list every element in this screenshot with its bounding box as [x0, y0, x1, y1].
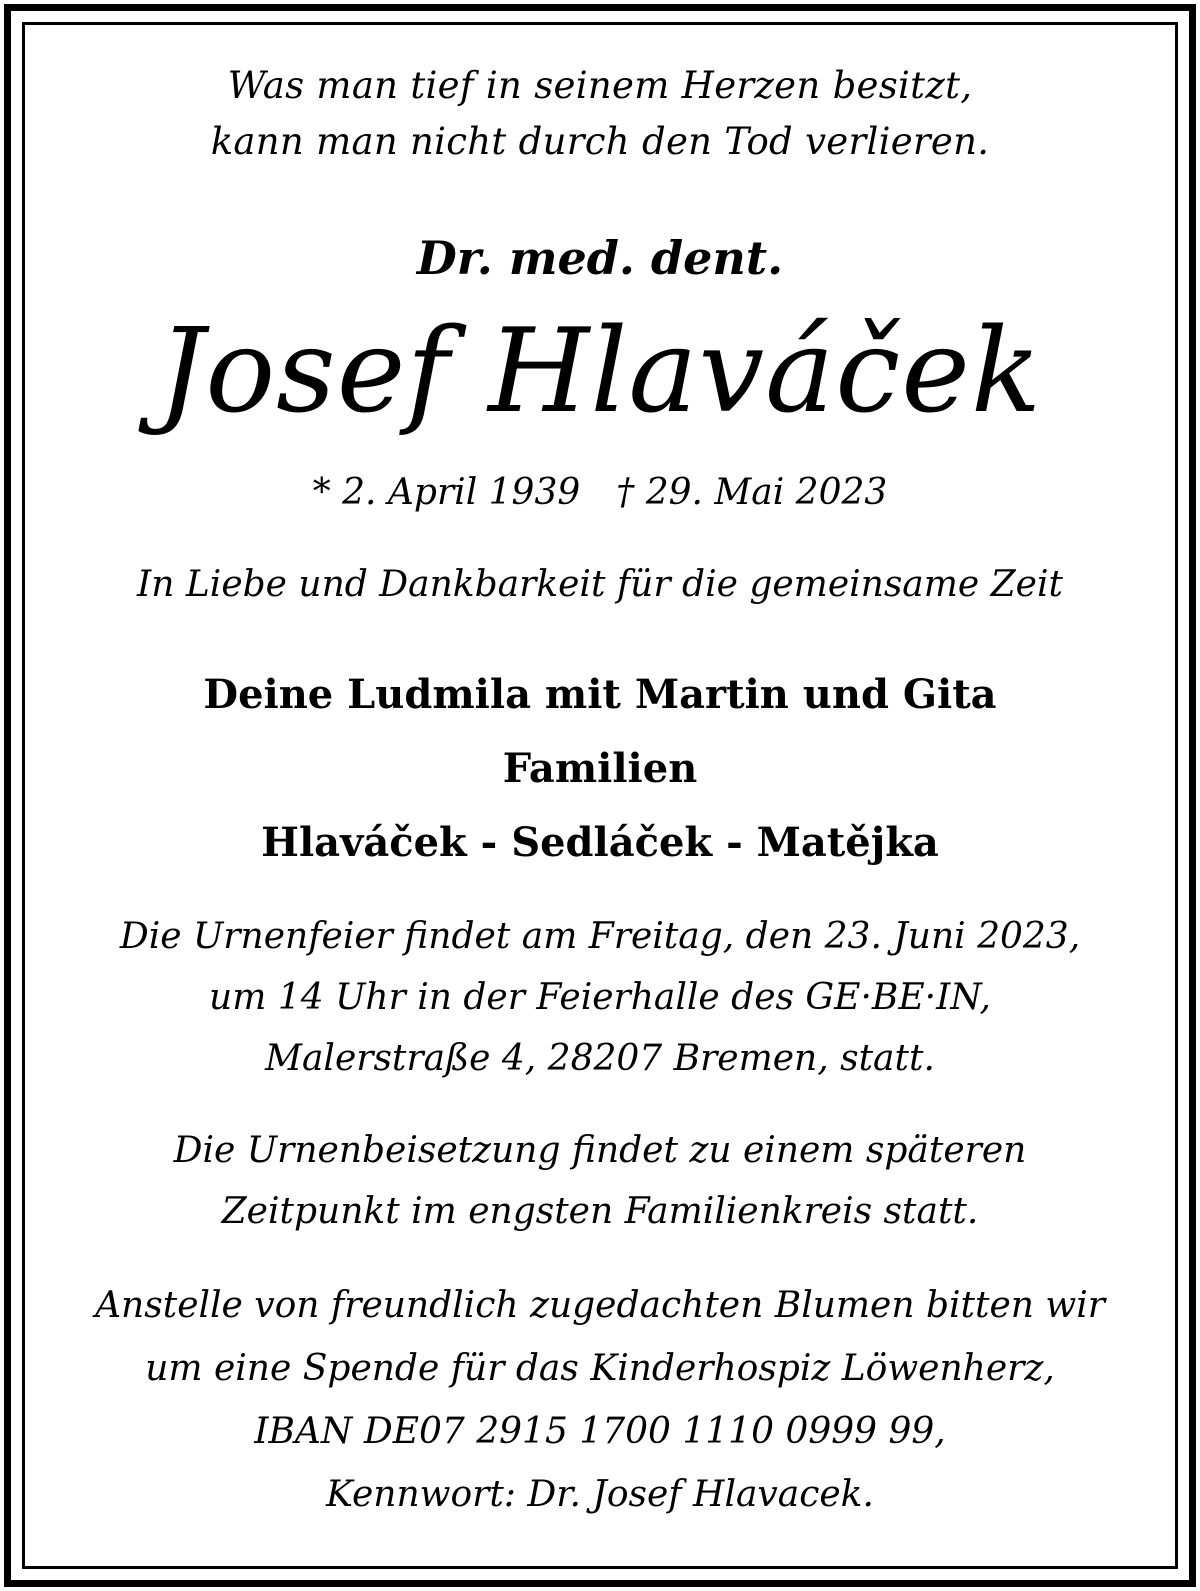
motto-line-1: Was man tief in seinem Herzen besitzt,	[227, 64, 973, 107]
mourners	[30, 658, 1170, 880]
ceremony-info	[30, 906, 1170, 1089]
ceremony-line-1: Die Urnenfeier findet am Freitag, den 23. Juni 2023,	[119, 916, 1081, 957]
life-dates	[30, 468, 1170, 518]
donation-line-2: um eine Spende für das Kinderhospiz Löwenherz,	[145, 1348, 1055, 1389]
burial-line-2: Zeitpunkt im engsten Familienkreis statt.	[221, 1191, 979, 1232]
ceremony-line-3: Malerstraße 4, 28207 Bremen, statt.	[265, 1038, 935, 1079]
donation-iban: IBAN DE07 2915 1700 1110 0999 99,	[254, 1411, 946, 1452]
mourners-line-1: Deine Ludmila mit Martin und Gita	[203, 671, 997, 718]
motto	[30, 58, 1170, 170]
academic-title: Dr. med. dent.	[416, 231, 784, 285]
ceremony-line-2: um 14 Uhr in der Feierhalle des GE·BE·IN,	[209, 977, 991, 1018]
deceased-name: Josef Hlaváček	[157, 304, 1043, 439]
motto-line-2: kann man nicht durch den Tod verlieren.	[210, 120, 990, 163]
donation-info	[30, 1274, 1170, 1526]
dedication: In Liebe und Dankbarkeit für die gemeinsame Zeit	[137, 564, 1063, 605]
mourners-line-3: Hlaváček - Sedláček - Matějka	[261, 819, 939, 866]
burial-info	[30, 1120, 1170, 1242]
mourners-line-2: Familien	[502, 745, 698, 792]
donation-keyword: Kennwort: Dr. Josef Hlavacek.	[326, 1474, 874, 1515]
birth-date: * 2. April 1939	[312, 472, 581, 513]
donation-line-1: Anstelle von freundlich zugedachten Blumen bitten wir	[95, 1285, 1105, 1326]
death-date: † 29. Mai 2023	[616, 472, 888, 513]
burial-line-1: Die Urnenbeisetzung findet zu einem späteren	[173, 1130, 1027, 1171]
